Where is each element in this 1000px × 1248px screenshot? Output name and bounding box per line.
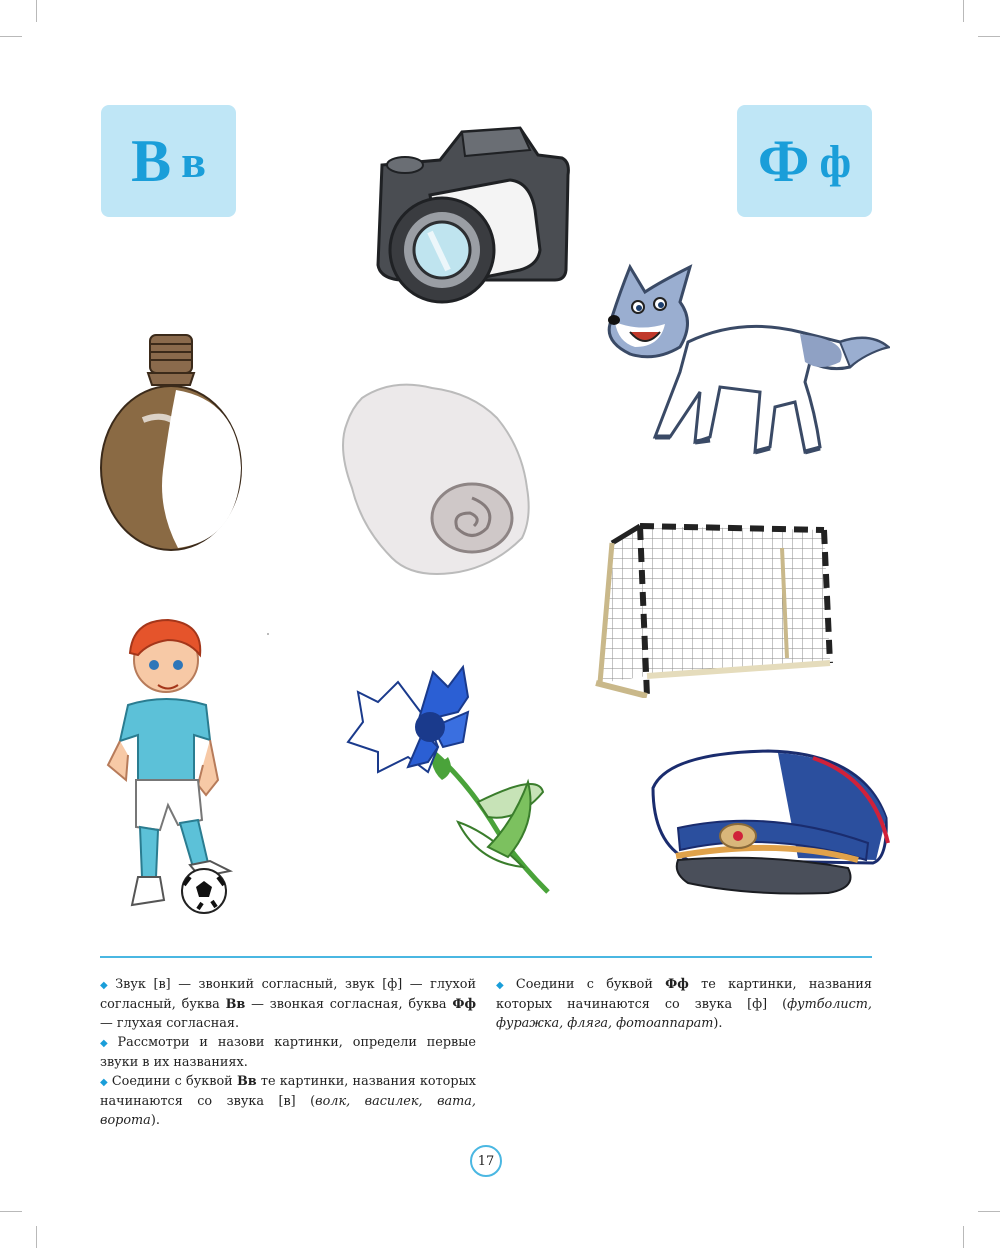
flask-icon[interactable] — [98, 330, 248, 555]
paragraph-4: ◆ Соедини с буквой Фф те картинки, названия которых начинаются со звука [ф] (футболист, фуражка, фляга, фотоаппарат). — [496, 977, 873, 1031]
letter-card-f[interactable] — [737, 105, 872, 217]
cotton-wool-icon[interactable] — [322, 368, 550, 596]
page-number: 17 — [470, 1145, 502, 1177]
letter-card-v[interactable] — [101, 105, 236, 217]
bullet-icon: ◆ — [496, 980, 512, 991]
text-column-left — [100, 975, 476, 1130]
wolf-icon[interactable] — [600, 262, 890, 467]
crop-mark — [0, 1211, 22, 1212]
letter-upper: В — [131, 127, 172, 194]
crop-mark — [36, 0, 37, 22]
paragraph-2: ◆ Рассмотри и назови картинки, определи первые звуки в их названиях. — [100, 1035, 476, 1070]
camera-icon[interactable] — [370, 120, 575, 305]
bullet-icon: ◆ — [100, 980, 112, 991]
bullet-icon: ◆ — [100, 1038, 114, 1049]
divider-line — [100, 956, 872, 958]
crop-mark — [963, 0, 964, 22]
letter-lower: в — [181, 135, 206, 187]
footballer-boy-icon[interactable] — [98, 615, 248, 915]
letter-lower: ф — [819, 135, 852, 187]
crop-mark — [0, 36, 22, 37]
bullet-icon: ◆ — [100, 1077, 108, 1088]
crop-mark — [978, 1211, 1000, 1212]
crop-mark — [36, 1226, 37, 1248]
football-goal-icon[interactable] — [592, 518, 837, 698]
paragraph-1: ◆ Звук [в] — звонкий согласный, звук [ф] — глухой согласный, буква Вв — звонкая согласная, буква Фф — глухая согласная. — [100, 977, 477, 1031]
crop-mark — [963, 1226, 964, 1248]
text-column-right — [496, 975, 872, 1033]
crop-mark — [978, 36, 1000, 37]
cornflower-icon[interactable] — [338, 652, 563, 902]
peaked-cap-icon[interactable] — [648, 748, 893, 896]
paragraph-3: ◆ Соедини с буквой Вв те картинки, названия которых начинаются со звука [в] (волк, василек, вата, ворота). — [100, 1074, 476, 1128]
letter-upper: Ф — [757, 127, 810, 194]
stray-dot — [267, 633, 269, 635]
